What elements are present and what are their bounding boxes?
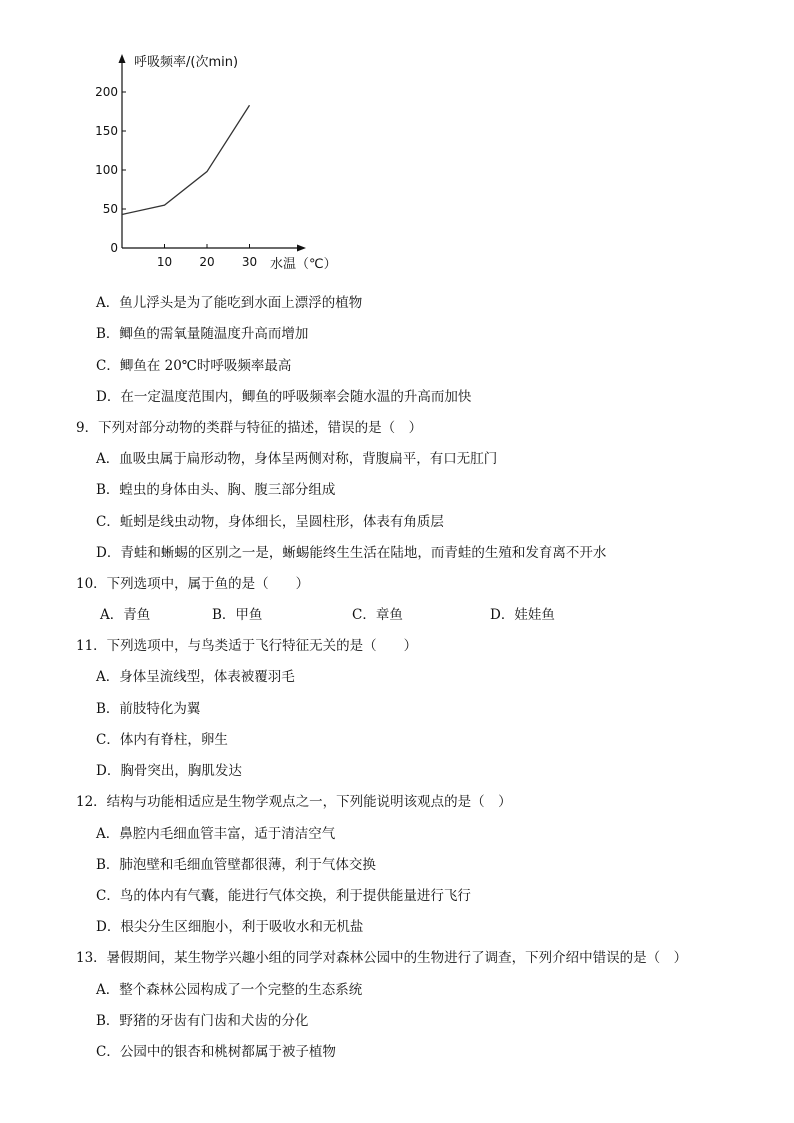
q11-option-c: C．体内有脊柱，卵生 xyxy=(96,732,228,748)
y-tick-label: 0 xyxy=(110,241,118,255)
x-tick-label: 30 xyxy=(241,255,258,269)
q9-option-d: D．青蛙和蜥蜴的区别之一是，蜥蜴能终生生活在陆地，而青蛙的生殖和发育离不开水 xyxy=(96,545,607,561)
q11-option-a: A．身体呈流线型，体表被覆羽毛 xyxy=(96,669,295,685)
y-axis-arrow xyxy=(119,54,126,63)
q12-option-d: D．根尖分生区细胞小，利于吸收水和无机盐 xyxy=(96,919,364,935)
series-line xyxy=(122,105,250,214)
q9-option-a: A．血吸虫属于扁形动物，身体呈两侧对称，背腹扁平，有口无肛门 xyxy=(96,451,498,467)
q13-option-a: A．整个森林公园构成了一个完整的生态系统 xyxy=(96,982,363,998)
x-tick-label: 10 xyxy=(156,255,173,269)
x-axis-label: 水温（℃） xyxy=(270,257,337,272)
y-tick-label: 200 xyxy=(95,85,118,99)
q10-option-d: D．娃娃鱼 xyxy=(490,607,555,623)
q8-option-b: B．鲫鱼的需氧量随温度升高而增加 xyxy=(96,326,309,342)
q11-option-d: D．胸骨突出，胸肌发达 xyxy=(96,763,242,779)
q10-option-b: B．甲鱼 xyxy=(212,607,263,623)
q10-option-c: C．章鱼 xyxy=(352,607,403,623)
q8-option-a: A．鱼儿浮头是为了能吃到水面上漂浮的植物 xyxy=(96,295,363,311)
q13-option-c: C．公园中的银杏和桃树都属于被子植物 xyxy=(96,1044,336,1060)
q10-option-a: A．青鱼 xyxy=(100,607,151,623)
q12-option-b: B．肺泡壁和毛细血管壁都很薄，利于气体交换 xyxy=(96,857,376,873)
y-axis-label: 呼吸频率/(次min) xyxy=(134,55,239,70)
q11-option-b: B．前肢特化为翼 xyxy=(96,701,201,717)
y-ticks xyxy=(95,85,126,255)
q9-option-b: B．蝗虫的身体由头、胸、腹三部分组成 xyxy=(96,482,336,498)
y-tick-label: 100 xyxy=(95,163,118,177)
q13-stem: 13．暑假期间，某生物学兴趣小组的同学对森林公园中的生物进行了调查，下列介绍中错误的是（ ） xyxy=(76,950,688,966)
q9-stem: 9．下列对部分动物的类群与特征的描述，错误的是（ ） xyxy=(76,420,423,436)
x-axis-arrow xyxy=(297,245,306,252)
q13-option-b: B．野猪的牙齿有门齿和犬齿的分化 xyxy=(96,1013,309,1029)
q12-option-c: C．鸟的体内有气囊，能进行气体交换，利于提供能量进行飞行 xyxy=(96,888,471,904)
chart-axes xyxy=(119,54,307,252)
q12-stem: 12．结构与功能相适应是生物学观点之一，下列能说明该观点的是（ ） xyxy=(76,794,512,810)
y-tick-label: 50 xyxy=(102,202,118,216)
q10-stem: 10．下列选项中，属于鱼的是（ ） xyxy=(76,576,310,592)
series-group xyxy=(122,105,250,214)
q8-option-d: D．在一定温度范围内，鲫鱼的呼吸频率会随水温的升高而加快 xyxy=(96,389,472,405)
q8-option-c: C．鲫鱼在 20℃时呼吸频率最高 xyxy=(96,358,292,374)
q11-stem: 11．下列选项中，与鸟类适于飞行特征无关的是（ ） xyxy=(76,638,418,654)
x-tick-label: 20 xyxy=(199,255,215,269)
y-tick-label: 150 xyxy=(95,124,118,138)
q9-option-c: C．蚯蚓是线虫动物，身体细长，呈圆柱形，体表有角质层 xyxy=(96,514,444,530)
respiration-rate-chart xyxy=(92,44,352,280)
q12-option-a: A．鼻腔内毛细血管丰富，适于清洁空气 xyxy=(96,826,336,842)
